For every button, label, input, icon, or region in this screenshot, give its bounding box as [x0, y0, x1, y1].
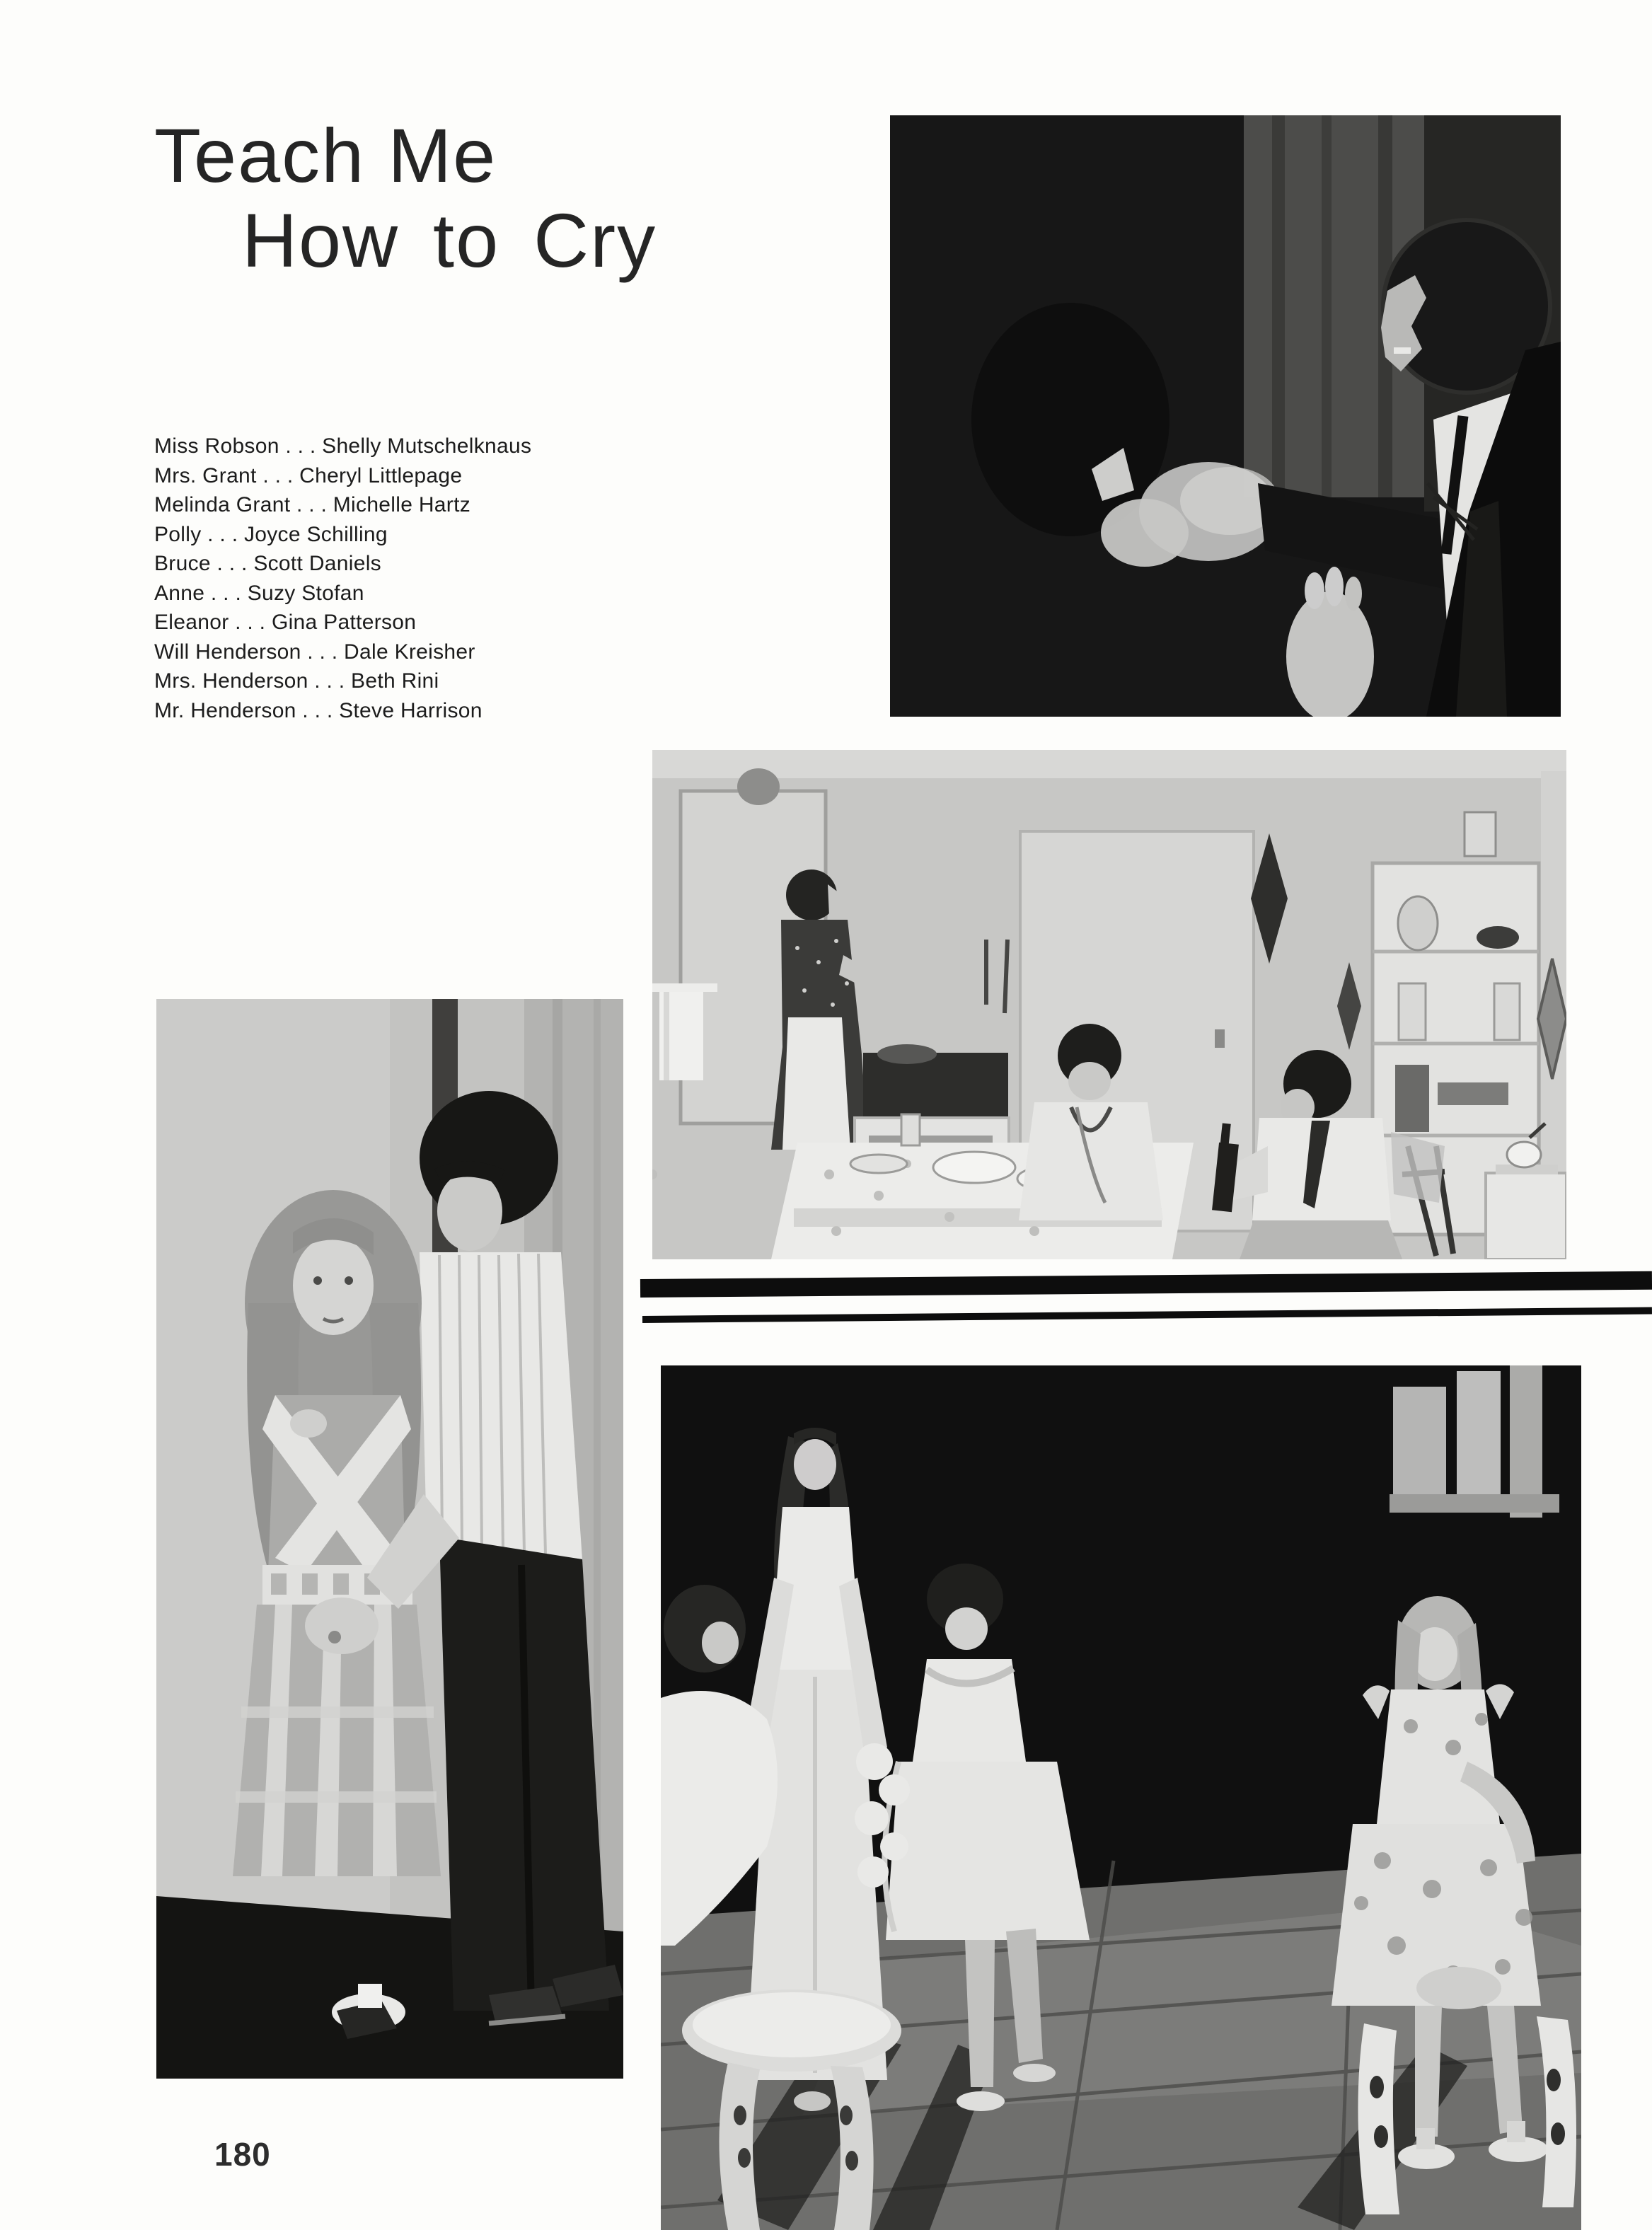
photo-couple-scene — [156, 999, 623, 2079]
cast-entry: Eleanor . . . Gina Patterson — [154, 611, 417, 634]
cast-entry: Will Henderson . . . Dale Kreisher — [154, 640, 475, 664]
divider-bar-thin — [642, 1307, 1652, 1323]
cast-entry: Anne . . . Suzy Stofan — [154, 581, 364, 605]
photo-kitchen-scene — [652, 750, 1566, 1259]
photo-couple-illustration — [156, 999, 623, 2079]
photo-argument-illustration — [890, 115, 1561, 717]
photo-kitchen-illustration — [652, 750, 1566, 1259]
page-number: 180 — [214, 2136, 271, 2173]
photo-stage-girls-scene — [661, 1365, 1581, 2230]
photo-stage-girls-illustration — [661, 1365, 1581, 2230]
cast-entry: Bruce . . . Scott Daniels — [154, 552, 381, 575]
page-title — [154, 113, 657, 283]
cast-entry: Mrs. Grant . . . Cheryl Littlepage — [154, 463, 463, 487]
page-title-line1: Teach Me — [154, 112, 497, 198]
cast-entry: Polly . . . Joyce Schilling — [154, 522, 388, 546]
cast-entry: Melinda Grant . . . Michelle Hartz — [154, 493, 471, 516]
cast-entry: Mrs. Henderson . . . Beth Rini — [154, 669, 439, 693]
page-title-line2: How to Cry — [242, 197, 657, 283]
photo-argument-scene — [890, 115, 1561, 717]
cast-list — [154, 432, 531, 725]
divider-bar-thick — [640, 1271, 1652, 1298]
cast-entry: Mr. Henderson . . . Steve Harrison — [154, 698, 483, 722]
cast-entry: Miss Robson . . . Shelly Mutschelknaus — [154, 434, 532, 458]
